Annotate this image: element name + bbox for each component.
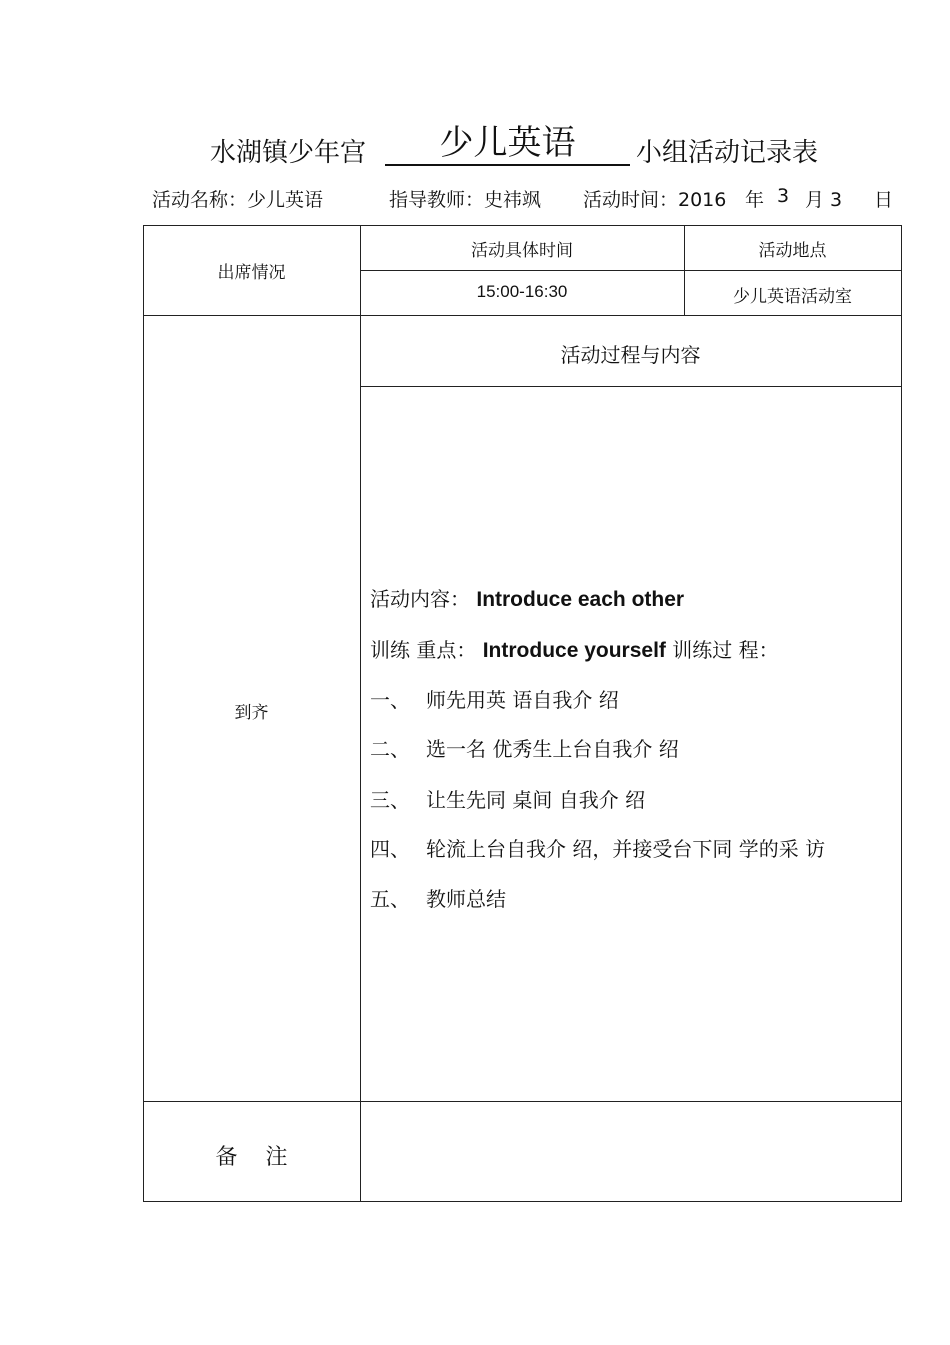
attendance-header: 出席情况 [217, 263, 286, 283]
step-number: 三、 [370, 788, 410, 812]
attendance-value: 到齐 [234, 703, 269, 723]
table-divider [360, 225, 361, 1202]
teacher: 指导教师：史祎飒 [389, 189, 542, 211]
month-unit: 月 3 [805, 189, 843, 211]
title-prefix: 水湖镇少年宫 [210, 138, 367, 168]
time-header: 活动具体时间 [471, 241, 573, 261]
place-value: 少儿英语活动室 [733, 287, 852, 307]
day-unit: 日 [874, 189, 894, 211]
process-header: 活动过程与内容 [560, 343, 701, 367]
place-header: 活动地点 [758, 241, 827, 261]
month-value: 3 [777, 185, 790, 207]
step-text: 轮流上台自我介 绍，并接受台下同 学的采 访 [426, 837, 826, 861]
table-divider [143, 315, 902, 316]
step-item [370, 784, 645, 813]
process-label: 训练过 程： [665, 638, 779, 662]
step-item [370, 733, 679, 762]
table-divider [360, 386, 902, 387]
table-divider [143, 1101, 902, 1102]
step-text: 师先用英 语自我介 绍 [426, 688, 619, 712]
table-border-right [901, 225, 902, 1202]
remarks-label: 备 注 [215, 1145, 288, 1170]
year-unit: 年 [745, 189, 765, 211]
step-item [370, 684, 619, 713]
step-number: 四、 [370, 837, 410, 861]
title-subject-field [385, 122, 630, 166]
document-title [0, 122, 950, 172]
step-number: 一、 [370, 688, 410, 712]
time-value: 15:00-16:30 [476, 282, 568, 301]
focus-label: 训练 重点： [370, 638, 477, 662]
title-subject: 少儿英语 [439, 123, 576, 163]
focus-value: Introduce yourself [482, 639, 666, 662]
content-line [370, 583, 684, 612]
table-border-bottom [143, 1201, 902, 1202]
title-suffix: 小组活动记录表 [636, 138, 819, 168]
info-line [0, 185, 950, 215]
table-border-top [143, 225, 902, 226]
step-number: 二、 [370, 737, 410, 761]
step-text: 让生先同 桌间 自我介 绍 [426, 788, 646, 812]
activity-time: 活动时间：2016 [583, 189, 727, 211]
step-number: 五、 [370, 887, 410, 911]
step-text: 教师总结 [426, 887, 506, 911]
content-value: Introduce each other [476, 588, 685, 611]
content-label: 活动内容： [370, 587, 470, 611]
step-text: 选一名 优秀生上台自我介 绍 [426, 737, 679, 761]
activity-name: 活动名称：少儿英语 [152, 189, 324, 211]
step-item [370, 833, 825, 862]
table-divider [360, 270, 902, 271]
step-item [370, 883, 506, 912]
focus-line [370, 634, 779, 663]
